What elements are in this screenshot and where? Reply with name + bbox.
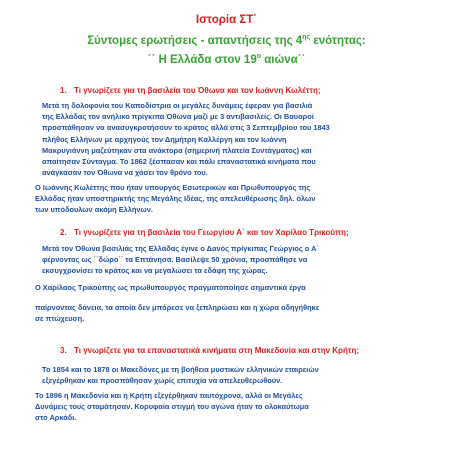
text-line: σε πτώχευση. <box>35 314 85 324</box>
answer-3-paragraph-1 <box>42 364 442 386</box>
topic-text: ΄΄ Η Ελλάδα στον 19 <box>147 54 257 66</box>
title-text: Ιστορία ΣΤ΄ <box>195 14 258 26</box>
answer-2-paragraph-2 <box>35 282 435 293</box>
question-1 <box>60 86 440 95</box>
text-line: παίρνοντας δάνεια, τα οποία δεν μπόρεσε να ξεπληρώσει και η χώρα οδηγήθηκε <box>35 303 320 312</box>
subtitle-superscript: ης <box>302 34 311 42</box>
document-subtitle <box>0 35 453 47</box>
text-line: Ο Χαρίλαος Τρικούπης ως πρωθυπουργός πραγματοποίησε σημαντικά έργα <box>35 283 306 292</box>
answer-2-paragraph-3 <box>35 302 435 324</box>
text-line: απαίτησαν Σύνταγμα. Το 1862 ξέσπασαν και πάλι επαναστατικά κινήματα που <box>42 157 316 167</box>
topic-suffix: αιώνα΄΄ <box>261 54 306 66</box>
text-line: Ο Ιωάννης Κωλέττης που ήταν υπουργός Εσωτερικών και Πρωθυπουργός της <box>35 183 311 192</box>
topic-superscript: ο <box>256 53 262 61</box>
text-line: των υπόδουλων ακόμη Ελλήνων. <box>35 205 153 215</box>
text-line: της Ελλάδας τον ανήλικο πρίγκιπα Όθωνα μαζί με 3 αντιβασιλείς. Οι Βαυαροί <box>42 112 314 122</box>
answer-1-paragraph-2 <box>35 182 435 216</box>
text-line: στο Αρκάδι. <box>35 413 77 423</box>
question-number: 1. <box>60 86 67 95</box>
subtitle-suffix: ενότητας: <box>310 35 366 47</box>
question-number: 3. <box>60 346 67 355</box>
question-number: 2. <box>60 228 67 237</box>
text-line: Μακρυγιάννη μαζεύτηκαν στα ανάκτορα (σημερινή πλατεία Συντάγματος) και <box>42 145 312 155</box>
question-text: Τι γνωρίζετε για τα επαναστατικά κινήματα στη Μακεδονία και στην Κρήτη; <box>74 346 359 355</box>
text-line: Δυνάμεις τους σταμάτησαν. Κορυφαία στιγμή του αγώνα ήταν το ολοκαύτωμα <box>35 402 309 412</box>
question-text: Τι γνωρίζετε για τη βασιλεία του Όθωνα και τον Ιωάννη Κωλέττη; <box>74 86 321 95</box>
text-line: Ελλάδας ήταν υποστηρικτής της Μεγάλης Ιδέας, της απελευθέρωσης δηλ. όλων <box>35 194 316 204</box>
document-topic <box>0 54 453 66</box>
answer-1-paragraph-1 <box>42 100 442 178</box>
text-line: φέρνοντας ως ΄΄δώρο΄΄ τα Επτάνησα. Βασίλεψε 50 χρόνια, προσπάθησε να <box>42 255 308 265</box>
text-line: Το 1854 και το 1878 οι Μακεδόνες με τη βοήθεια μυστικών ελληνικών εταιρειών <box>42 365 319 374</box>
text-line: Το 1896 η Μακεδονία και η Κρήτη εξεγέρθηκαν ταυτόχρονα, αλλά οι Μεγάλες <box>35 391 303 400</box>
answer-2-paragraph-1 <box>42 243 442 277</box>
question-3 <box>60 346 440 355</box>
text-line: προσπάθησαν να ανασυγκροτήσουν το κράτος αλλά στις 3 Σεπτεμβρίου του 1843 <box>42 123 330 133</box>
text-line: ανάγκασαν τον Όθωνα να χάσει τον θρόνο του. <box>42 168 208 178</box>
text-line: Μετά τη δολοφονία του Καποδίστρια οι μεγάλες δυνάμεις έφεραν για βασιλιά <box>42 101 313 110</box>
text-line: Μετά τον Όθωνα βασιλιάς της Ελλάδας έγινε ο Δανός πρίγκιπας Γεώργιος ο Α΄ <box>42 244 319 253</box>
text-line: πλήθος Ελλήνων με αρχηγούς τον Δημήτρη Καλλέργη και τον Ιωάννη <box>42 134 287 144</box>
question-2 <box>60 228 440 237</box>
question-text: Τι γνωρίζετε για τη βασιλεία του Γεωργίου Α΄ και τον Χαρίλαο Τρικούπη; <box>74 228 349 237</box>
answer-3-paragraph-2 <box>35 390 435 424</box>
document-title <box>0 14 453 26</box>
text-line: εξεγέρθηκαν και προσπάθησαν χωρίς επιτυχία να απελευθερωθούν. <box>42 376 283 386</box>
subtitle-text: Σύντομες ερωτήσεις - απαντήσεις της 4 <box>87 35 303 47</box>
text-line: εκσυγχρονίσει το κράτος και να μεγαλώσει τα εδάφη της χώρας. <box>42 266 268 276</box>
